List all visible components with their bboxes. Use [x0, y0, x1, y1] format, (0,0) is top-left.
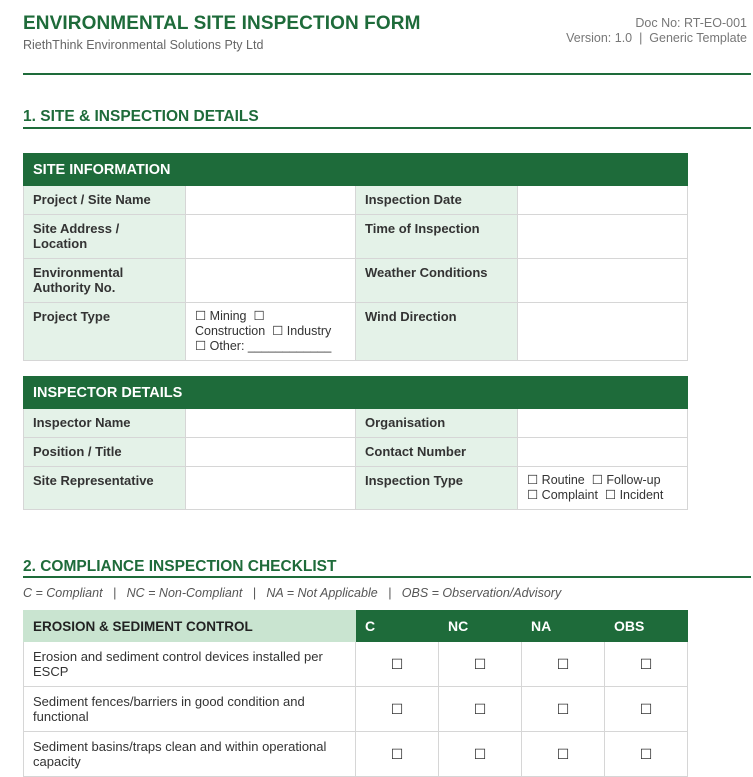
- position-field[interactable]: [186, 438, 356, 467]
- document-info: [566, 16, 747, 46]
- weather-field[interactable]: [518, 259, 688, 303]
- project-type-option-line[interactable]: Construction ☐ Industry: [195, 324, 332, 338]
- checkbox-nc[interactable]: ☐: [439, 732, 522, 777]
- inspection-type-label: Inspection Type: [356, 467, 518, 510]
- env-authority-label: Environmental Authority No.: [24, 259, 186, 303]
- checkbox-nc[interactable]: ☐: [439, 642, 522, 687]
- inspection-type-options[interactable]: [518, 467, 688, 510]
- checkbox-nc[interactable]: ☐: [439, 687, 522, 732]
- checklist-table: [23, 610, 688, 777]
- project-type-option-line[interactable]: ☐ Mining ☐: [195, 309, 265, 323]
- column-header: NC: [439, 611, 522, 642]
- inspector-name-field[interactable]: [186, 409, 356, 438]
- checklist-item: Erosion and sediment control devices installed per ESCP: [24, 642, 356, 687]
- site-representative-field[interactable]: [186, 467, 356, 510]
- site-representative-label: Site Representative: [24, 467, 186, 510]
- column-header: NA: [522, 611, 605, 642]
- doc-number: Doc No: RT-EO-001: [635, 16, 747, 30]
- checkbox-c[interactable]: ☐: [356, 687, 439, 732]
- contact-number-label: Contact Number: [356, 438, 518, 467]
- checklist-item: Sediment basins/traps clean and within operational capacity: [24, 732, 356, 777]
- inspector-name-label: Inspector Name: [24, 409, 186, 438]
- form-title: ENVIRONMENTAL SITE INSPECTION FORM: [23, 13, 421, 34]
- checkbox-na[interactable]: ☐: [522, 642, 605, 687]
- section-2-divider: [23, 576, 751, 578]
- inspector-details-table: [23, 376, 688, 510]
- checklist-row: [24, 687, 688, 732]
- column-header: C: [356, 611, 439, 642]
- weather-label: Weather Conditions: [356, 259, 518, 303]
- checkbox-obs[interactable]: ☐: [605, 642, 688, 687]
- organisation-label: Organisation: [356, 409, 518, 438]
- position-label: Position / Title: [24, 438, 186, 467]
- header-divider: [23, 73, 751, 75]
- inspection-date-field[interactable]: [518, 186, 688, 215]
- document-header: [23, 13, 747, 52]
- site-address-field[interactable]: [186, 215, 356, 259]
- time-of-inspection-field[interactable]: [518, 215, 688, 259]
- inspection-type-option-line[interactable]: ☐ Complaint ☐ Incident: [527, 488, 664, 502]
- env-authority-field[interactable]: [186, 259, 356, 303]
- wind-direction-field[interactable]: [518, 303, 688, 361]
- checkbox-obs[interactable]: ☐: [605, 687, 688, 732]
- checklist-category: EROSION & SEDIMENT CONTROL: [24, 611, 356, 642]
- checklist-legend: C = Compliant | NC = Non-Compliant | NA = Not Applicable | OBS = Observation/Advisory: [23, 586, 562, 600]
- checkbox-c[interactable]: ☐: [356, 642, 439, 687]
- checkbox-na[interactable]: ☐: [522, 732, 605, 777]
- checklist-item: Sediment fences/barriers in good condition and functional: [24, 687, 356, 732]
- company-name: RiethThink Environmental Solutions Pty Ltd: [23, 38, 264, 52]
- doc-version: Version: 1.0 | Generic Template: [566, 31, 747, 45]
- section-1-title: 1. SITE & INSPECTION DETAILS: [23, 108, 259, 125]
- checkbox-obs[interactable]: ☐: [605, 732, 688, 777]
- checklist-row: [24, 642, 688, 687]
- project-name-field[interactable]: [186, 186, 356, 215]
- project-type-option-line[interactable]: ☐ Other: ____________: [195, 339, 332, 353]
- wind-direction-label: Wind Direction: [356, 303, 518, 361]
- contact-number-field[interactable]: [518, 438, 688, 467]
- checkbox-c[interactable]: ☐: [356, 732, 439, 777]
- project-type-options[interactable]: [186, 303, 356, 361]
- site-information-table: [23, 153, 688, 361]
- site-information-heading: SITE INFORMATION: [24, 154, 688, 186]
- column-header: OBS: [605, 611, 688, 642]
- inspector-details-heading: INSPECTOR DETAILS: [24, 377, 688, 409]
- section-1-divider: [23, 127, 751, 129]
- time-of-inspection-label: Time of Inspection: [356, 215, 518, 259]
- inspection-type-option-line[interactable]: ☐ Routine ☐ Follow-up: [527, 473, 661, 487]
- section-2-title: 2. COMPLIANCE INSPECTION CHECKLIST: [23, 558, 337, 575]
- organisation-field[interactable]: [518, 409, 688, 438]
- checklist-row: [24, 732, 688, 777]
- inspection-date-label: Inspection Date: [356, 186, 518, 215]
- project-type-label: Project Type: [24, 303, 186, 361]
- project-name-label: Project / Site Name: [24, 186, 186, 215]
- site-address-label: Site Address / Location: [24, 215, 186, 259]
- checkbox-na[interactable]: ☐: [522, 687, 605, 732]
